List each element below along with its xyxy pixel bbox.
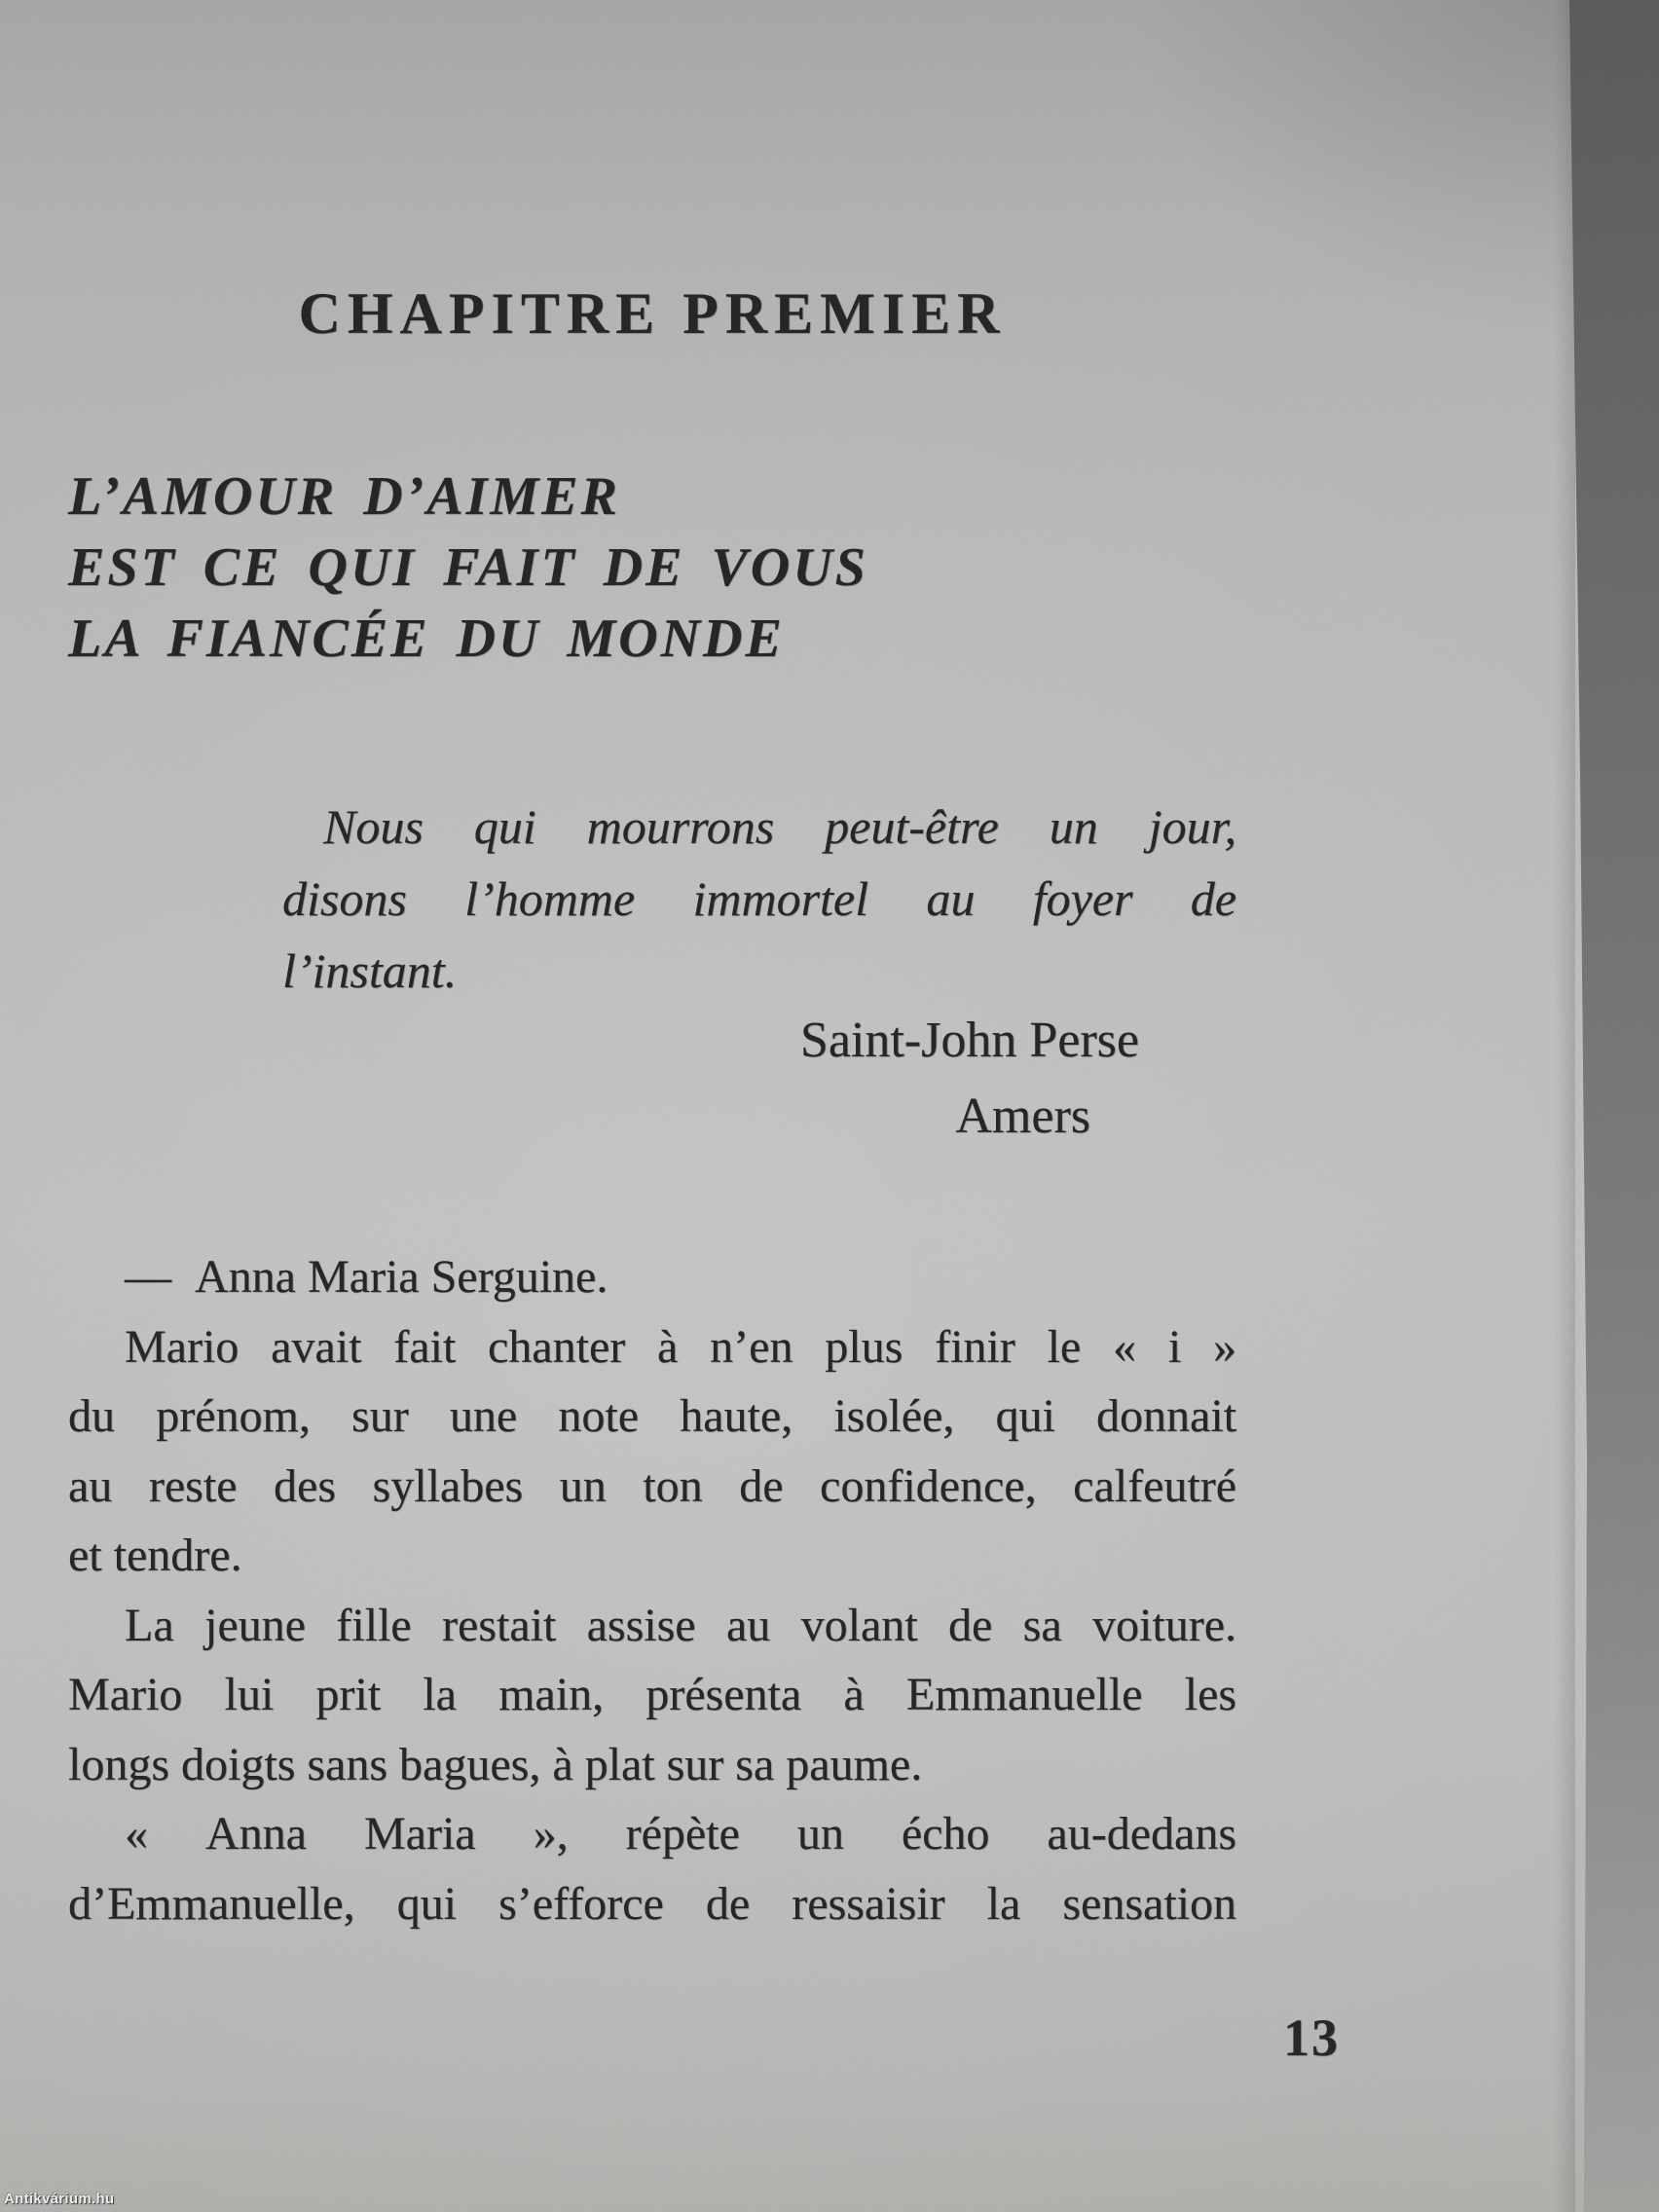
body-text-line: Mario lui prit la main, présenta à Emmanuelle les: [68, 1669, 1236, 1720]
chapter-title: [68, 461, 1236, 675]
epigraph-line: l’instant.: [282, 943, 458, 998]
body-text-line: « Anna Maria », répète un écho au-dedans: [125, 1808, 1236, 1860]
page-number: 13: [1283, 2009, 1340, 2067]
body-text-line: Mario avait fait chanter à n’en plus finir le « i »: [125, 1320, 1236, 1373]
epigraph-attribution: [68, 1003, 1236, 1155]
epigraph-quote: [282, 791, 1236, 1007]
body-text-line: d’Emmanuelle, qui s’efforce de ressaisir la sensation: [68, 1877, 1236, 1930]
attribution-work: Amers: [955, 1088, 1090, 1144]
body-text-line: et tendre.: [68, 1530, 242, 1581]
attribution-author: Saint-John Perse: [799, 1013, 1139, 1068]
body-text-line: — Anna Maria Serguine.: [125, 1251, 608, 1303]
body-text: [68, 1242, 1236, 1938]
body-text-line: longs doigts sans bagues, à plat sur sa paume.: [68, 1738, 923, 1790]
page-edge-shadow: [1554, 0, 1575, 2212]
chapter-title-line: LA FIANCÉE DU MONDE: [68, 608, 785, 669]
antikvarium-watermark: Antikvárium.hu: [4, 2191, 115, 2207]
epigraph-line: disons l’homme immortel au foyer de: [282, 871, 1236, 926]
epigraph-line: Nous qui mourrons peut-être un jour,: [323, 799, 1236, 854]
chapter-title-line: L’AMOUR D’AIMER: [68, 466, 620, 527]
body-text-line: La jeune fille restait assise au volant de sa voiture.: [125, 1599, 1236, 1651]
body-text-line: au reste des syllabes un ton de confidence, calfeutré: [68, 1459, 1236, 1512]
body-text-line: du prénom, sur une note haute, isolée, qui donnait: [68, 1390, 1236, 1442]
chapter-heading: CHAPITRE PREMIER: [298, 281, 1007, 346]
chapter-title-line: EST CE QUI FAIT DE VOUS: [68, 537, 868, 598]
